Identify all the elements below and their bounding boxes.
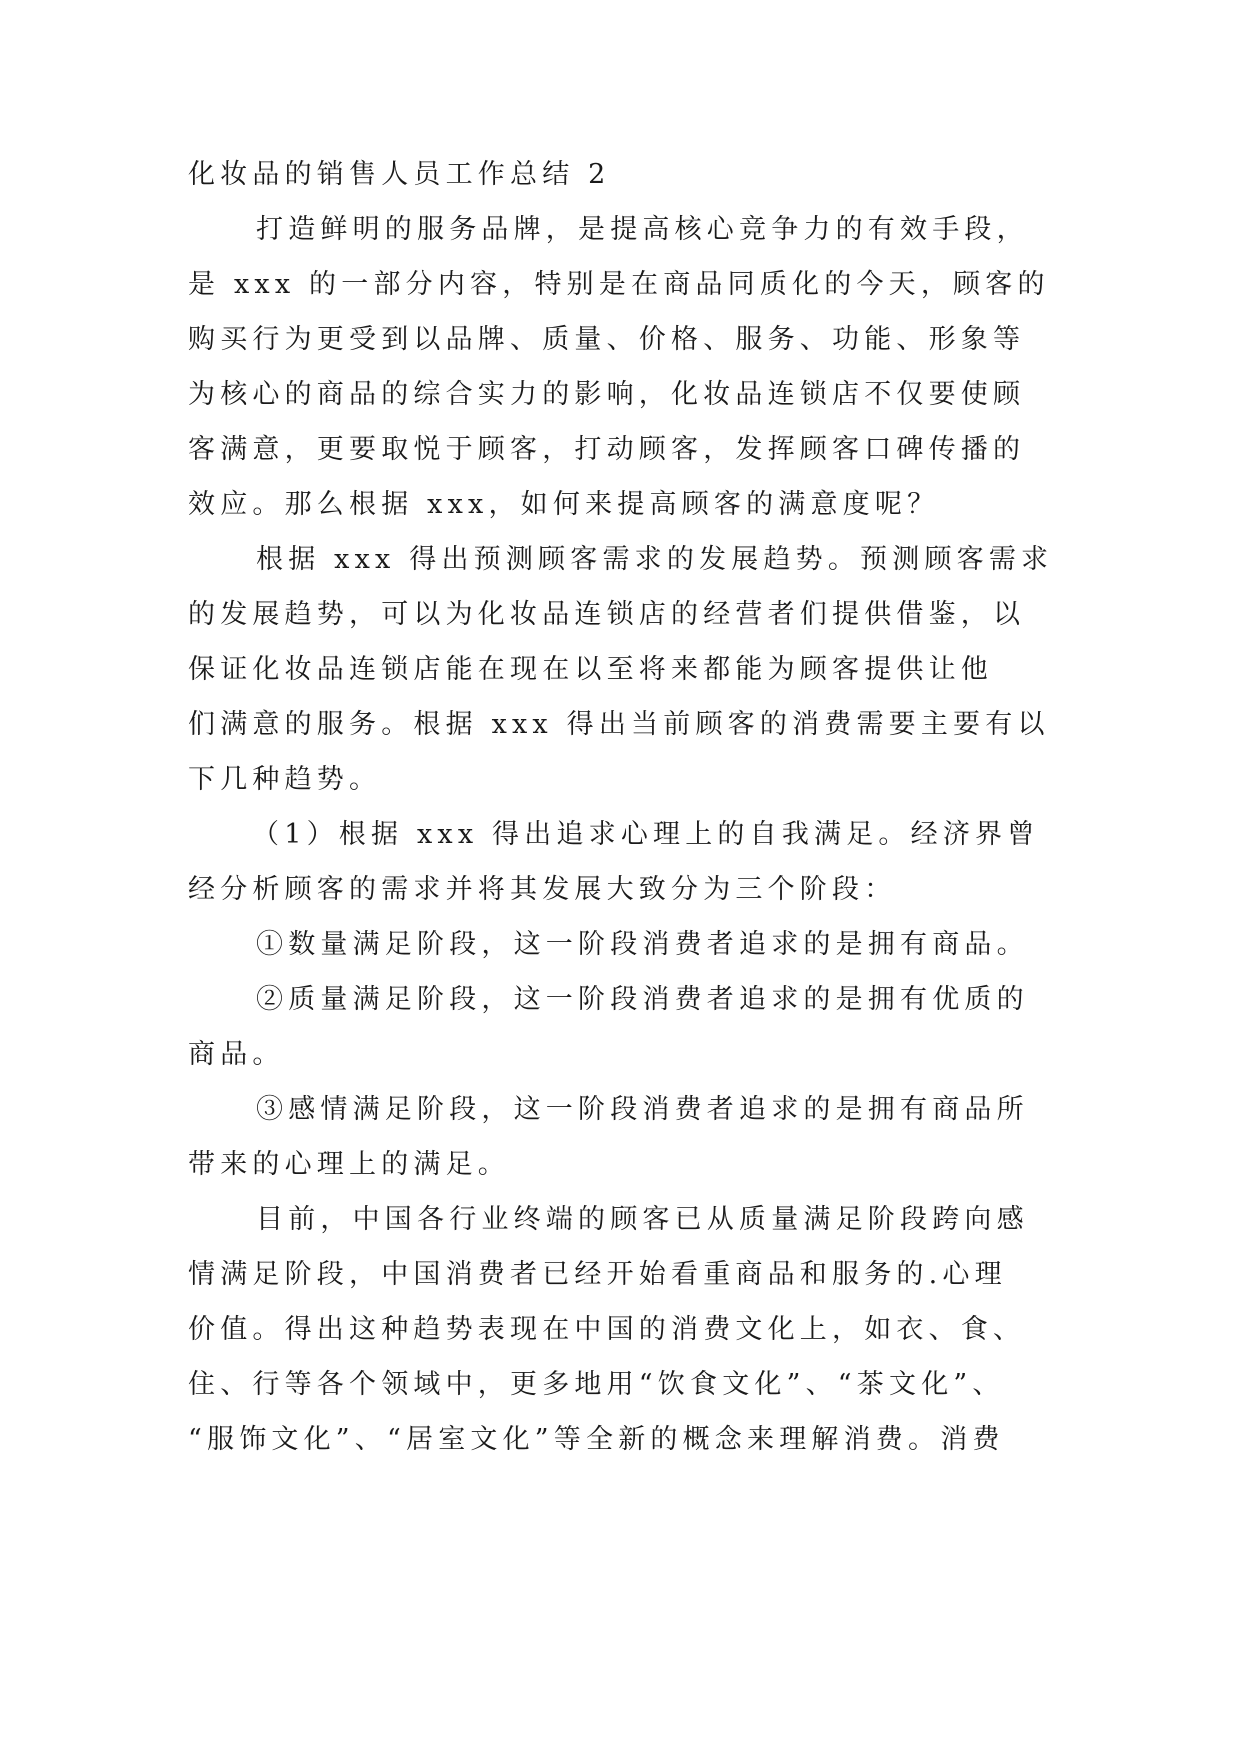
paragraph-line: 打造鲜明的服务品牌，是提高核心竞争力的有效手段， xyxy=(256,214,1029,245)
paragraph-line: 的发展趋势，可以为化妆品连锁店的经营者们提供借鉴，以 xyxy=(188,599,1026,630)
paragraph-line: 们满意的服务。根据 xxx 得出当前顾客的消费需要主要有以 xyxy=(188,709,1050,740)
paragraph-line: 根据 xxx 得出预测顾客需求的发展趋势。预测顾客需求 xyxy=(256,544,1054,575)
paragraph-line: “服饰文化”、“居室文化”等全新的概念来理解消费。消费 xyxy=(188,1424,1005,1455)
paragraph-line: 购买行为更受到以品牌、质量、价格、服务、功能、形象等 xyxy=(188,324,1026,355)
list-item: ③感情满足阶段，这一阶段消费者追求的是拥有商品所 xyxy=(256,1094,1029,1125)
list-item: ①数量满足阶段，这一阶段消费者追求的是拥有商品。 xyxy=(256,929,1029,960)
paragraph-line: 目前，中国各行业终端的顾客已从质量满足阶段跨向感 xyxy=(256,1204,1029,1235)
paragraph-line: 带来的心理上的满足。 xyxy=(188,1149,510,1180)
paragraph-line: 是 xxx 的一部分内容，特别是在商品同质化的今天，顾客的 xyxy=(188,269,1050,300)
paragraph-line: 经分析顾客的需求并将其发展大致分为三个阶段： xyxy=(188,874,897,905)
paragraph-line: 住、行等各个领域中，更多地用“饮食文化”、“茶文化”、 xyxy=(188,1369,1005,1400)
paragraph-line: 情满足阶段，中国消费者已经开始看重商品和服务的.心理 xyxy=(188,1259,1007,1290)
paragraph-line: 客满意，更要取悦于顾客，打动顾客，发挥顾客口碑传播的 xyxy=(188,434,1026,465)
paragraph-line: 价值。得出这种趋势表现在中国的消费文化上，如衣、食、 xyxy=(188,1314,1026,1345)
paragraph-line: 下几种趋势。 xyxy=(188,764,382,795)
paragraph-line: 效应。那么根据 xxx，如何来提高顾客的满意度呢？ xyxy=(188,489,940,520)
paragraph-line: 保证化妆品连锁店能在现在以至将来都能为顾客提供让他 xyxy=(188,654,993,685)
paragraph-line: （1）根据 xxx 得出追求心理上的自我满足。经济界曾 xyxy=(252,819,1040,850)
document-title: 化妆品的销售人员工作总结 2 xyxy=(188,159,611,190)
paragraph-line: 为核心的商品的综合实力的影响，化妆品连锁店不仅要使顾 xyxy=(188,379,1026,410)
paragraph-line: 商品。 xyxy=(188,1039,285,1070)
list-item: ②质量满足阶段，这一阶段消费者追求的是拥有优质的 xyxy=(256,984,1029,1015)
